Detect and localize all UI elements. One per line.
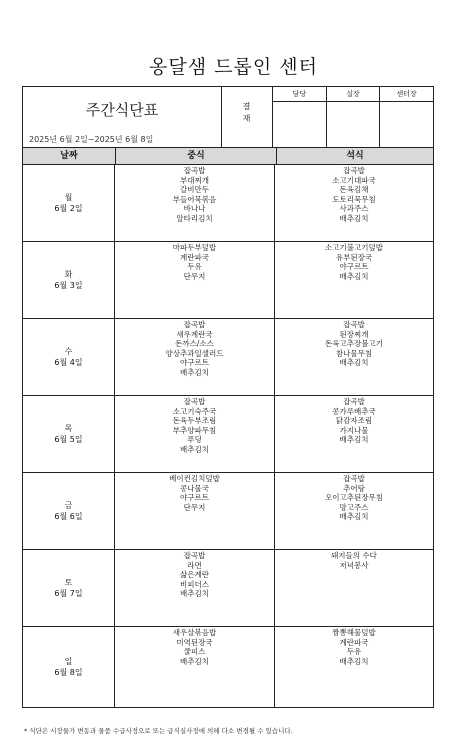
dinner-item: 야구르트 (339, 262, 369, 272)
lunch-item: 푸딩 (187, 435, 202, 445)
date: 6월 6일 (54, 512, 83, 521)
menu-period: 2025년 6월 2일~2025년 6월 8일 (29, 135, 154, 144)
dinner-item: 콩가루배추국 (332, 406, 376, 416)
column-headers (23, 148, 433, 165)
day-cell (23, 165, 115, 241)
lunch-item: 바나나 (183, 204, 206, 214)
weekday: 일 (64, 657, 73, 666)
table-row (23, 550, 433, 627)
lunch-item: 잡곡밥 (183, 397, 206, 406)
lunch-item: 삶은계란 (180, 570, 209, 580)
approval-signatures (273, 87, 433, 147)
weekday: 토 (64, 578, 73, 587)
dinner-item: 잡곡밥 (343, 166, 365, 175)
column-header-day: 날짜 (23, 148, 116, 164)
dinner-item: 소고기불고기덮밥 (325, 243, 383, 252)
dinner-item: 추어탕 (343, 483, 365, 493)
table-header (23, 87, 433, 148)
dinner-item: 잡곡밥 (343, 397, 365, 406)
dinner-item: 참나물무침 (335, 348, 373, 358)
menu-title: 주간식단표 (85, 101, 159, 119)
date: 6월 7일 (54, 589, 83, 598)
dinner-item: 배추김치 (339, 271, 369, 281)
lunch-cell (115, 473, 275, 549)
menu-rows (23, 165, 433, 707)
dinner-item: 사과주스 (339, 204, 369, 214)
table-row (23, 319, 433, 396)
lunch-item: 새우살볶음밥 (172, 628, 217, 637)
table-row (23, 396, 433, 473)
lunch-item: 배추김치 (180, 656, 209, 666)
dinner-cell (275, 627, 433, 707)
day-cell (23, 396, 115, 472)
dinner-item: 오이고추된장무침 (325, 493, 383, 503)
lunch-item: 새우계란국 (176, 329, 213, 339)
lunch-item: 갈비만두 (180, 185, 209, 195)
lunch-item: 부대찌개 (180, 175, 209, 185)
lunch-item: 배추김치 (180, 589, 209, 599)
date: 6월 2일 (54, 204, 83, 213)
dinner-item: 배추김치 (339, 358, 369, 368)
dinner-item: 돈육고추장불고기 (325, 339, 383, 349)
dinner-cell (275, 319, 433, 395)
day-cell (23, 242, 115, 318)
dinner-item: 도토리묵무침 (332, 194, 376, 204)
lunch-item: 부추양파무침 (172, 425, 217, 435)
lunch-item: 두유 (187, 262, 202, 272)
column-header-dinner: 석식 (346, 151, 364, 161)
day-cell (23, 627, 115, 707)
lunch-item: 야구르트 (180, 493, 209, 503)
day-cell (23, 550, 115, 626)
signer-label: 센터장 (380, 87, 433, 102)
signer-label: 담당 (273, 87, 326, 102)
dinner-item: 배추김치 (339, 435, 369, 445)
lunch-item: 잡곡밥 (183, 166, 206, 175)
date: 6월 8일 (54, 668, 83, 677)
dinner-item: 배추김치 (339, 656, 369, 666)
dinner-cell (275, 396, 433, 472)
weekday: 목 (64, 424, 73, 433)
dinner-item: 닭감자조림 (335, 416, 373, 426)
page-title: 옹달샘 드롭인 센터 (149, 56, 318, 78)
day-cell (23, 473, 115, 549)
menu-table (22, 86, 434, 708)
lunch-item: 콩나물국 (180, 483, 209, 493)
dinner-item: 유부된장국 (335, 252, 373, 262)
signer-manager (273, 87, 327, 147)
lunch-item: 배추김치 (180, 444, 209, 454)
date: 6월 4일 (54, 358, 83, 367)
column-header-lunch: 중식 (116, 148, 277, 164)
lunch-item: 계란파국 (180, 252, 209, 262)
dinner-cell (275, 165, 433, 241)
lunch-item: 돈까스/소스 (175, 339, 214, 349)
weekday: 수 (64, 347, 73, 356)
dinner-item: 배추김치 (339, 213, 369, 223)
lunch-item: 양상추과일샐러드 (165, 348, 224, 358)
lunch-item: 단무지 (183, 271, 206, 281)
lunch-item: 라면 (187, 560, 202, 570)
lunch-cell (115, 396, 275, 472)
lunch-item: 배추김치 (180, 367, 209, 377)
lunch-item: 잡곡밥 (183, 320, 206, 329)
dinner-item: 짬뽕해물덮밥 (332, 628, 376, 637)
lunch-cell (115, 550, 275, 626)
table-row (23, 627, 433, 707)
dinner-item: 계란파국 (339, 637, 369, 647)
lunch-cell (115, 242, 275, 318)
signer-label: 실장 (327, 87, 380, 102)
dinner-item: 소고기대파국 (332, 175, 376, 185)
lunch-item: 베이컨김치덮밥 (169, 474, 220, 483)
approval-text: 결 재 (242, 102, 251, 123)
dinner-item: 잡곡밥 (343, 474, 365, 483)
dinner-item: 저녁봉사 (339, 560, 369, 570)
signer-director (380, 87, 433, 147)
dinner-item: 두유 (346, 647, 362, 657)
footnote: * 식단은 시장물가 변동과 물품 수급사정으로 또는 급식실사정에 의해 다소 변경될 수 있습니다. (24, 727, 293, 735)
menu-title-cell (23, 87, 222, 147)
lunch-cell (115, 627, 275, 707)
lunch-item: 쿨피스 (183, 647, 206, 657)
weekday: 금 (64, 501, 73, 510)
lunch-item: 소고기숙주국 (172, 406, 217, 416)
date: 6월 5일 (54, 435, 83, 444)
approval-label (221, 87, 273, 147)
lunch-item: 잡곡밥 (183, 551, 206, 560)
day-cell (23, 319, 115, 395)
dinner-item: 된장찌개 (339, 329, 369, 339)
dinner-item: 가지나물 (339, 425, 369, 435)
dinner-item: 돼지들의 수다 (331, 551, 377, 560)
date: 6월 3일 (54, 281, 83, 290)
lunch-item: 부들어묵볶음 (172, 194, 217, 204)
signer-chief (327, 87, 381, 147)
dinner-cell (275, 473, 433, 549)
lunch-item: 돈육두부조림 (172, 416, 217, 426)
lunch-item: 야구르트 (180, 358, 209, 368)
table-row (23, 242, 433, 319)
lunch-item: 비피더스 (180, 579, 209, 589)
lunch-item: 마파두부덮밥 (172, 243, 217, 252)
dinner-item: 망고주스 (339, 502, 369, 512)
lunch-item: 알타리김치 (176, 213, 213, 223)
lunch-item: 단무지 (183, 502, 206, 512)
table-row (23, 165, 433, 242)
lunch-cell (115, 165, 275, 241)
lunch-item: 미역된장국 (176, 637, 213, 647)
lunch-cell (115, 319, 275, 395)
dinner-item: 배추김치 (339, 512, 369, 522)
dinner-cell (275, 550, 433, 626)
dinner-cell (275, 242, 433, 318)
weekday: 화 (64, 270, 73, 279)
weekday: 월 (64, 193, 73, 202)
dinner-item: 돈육김채 (339, 185, 369, 195)
dinner-item: 잡곡밥 (343, 320, 365, 329)
table-row (23, 473, 433, 550)
